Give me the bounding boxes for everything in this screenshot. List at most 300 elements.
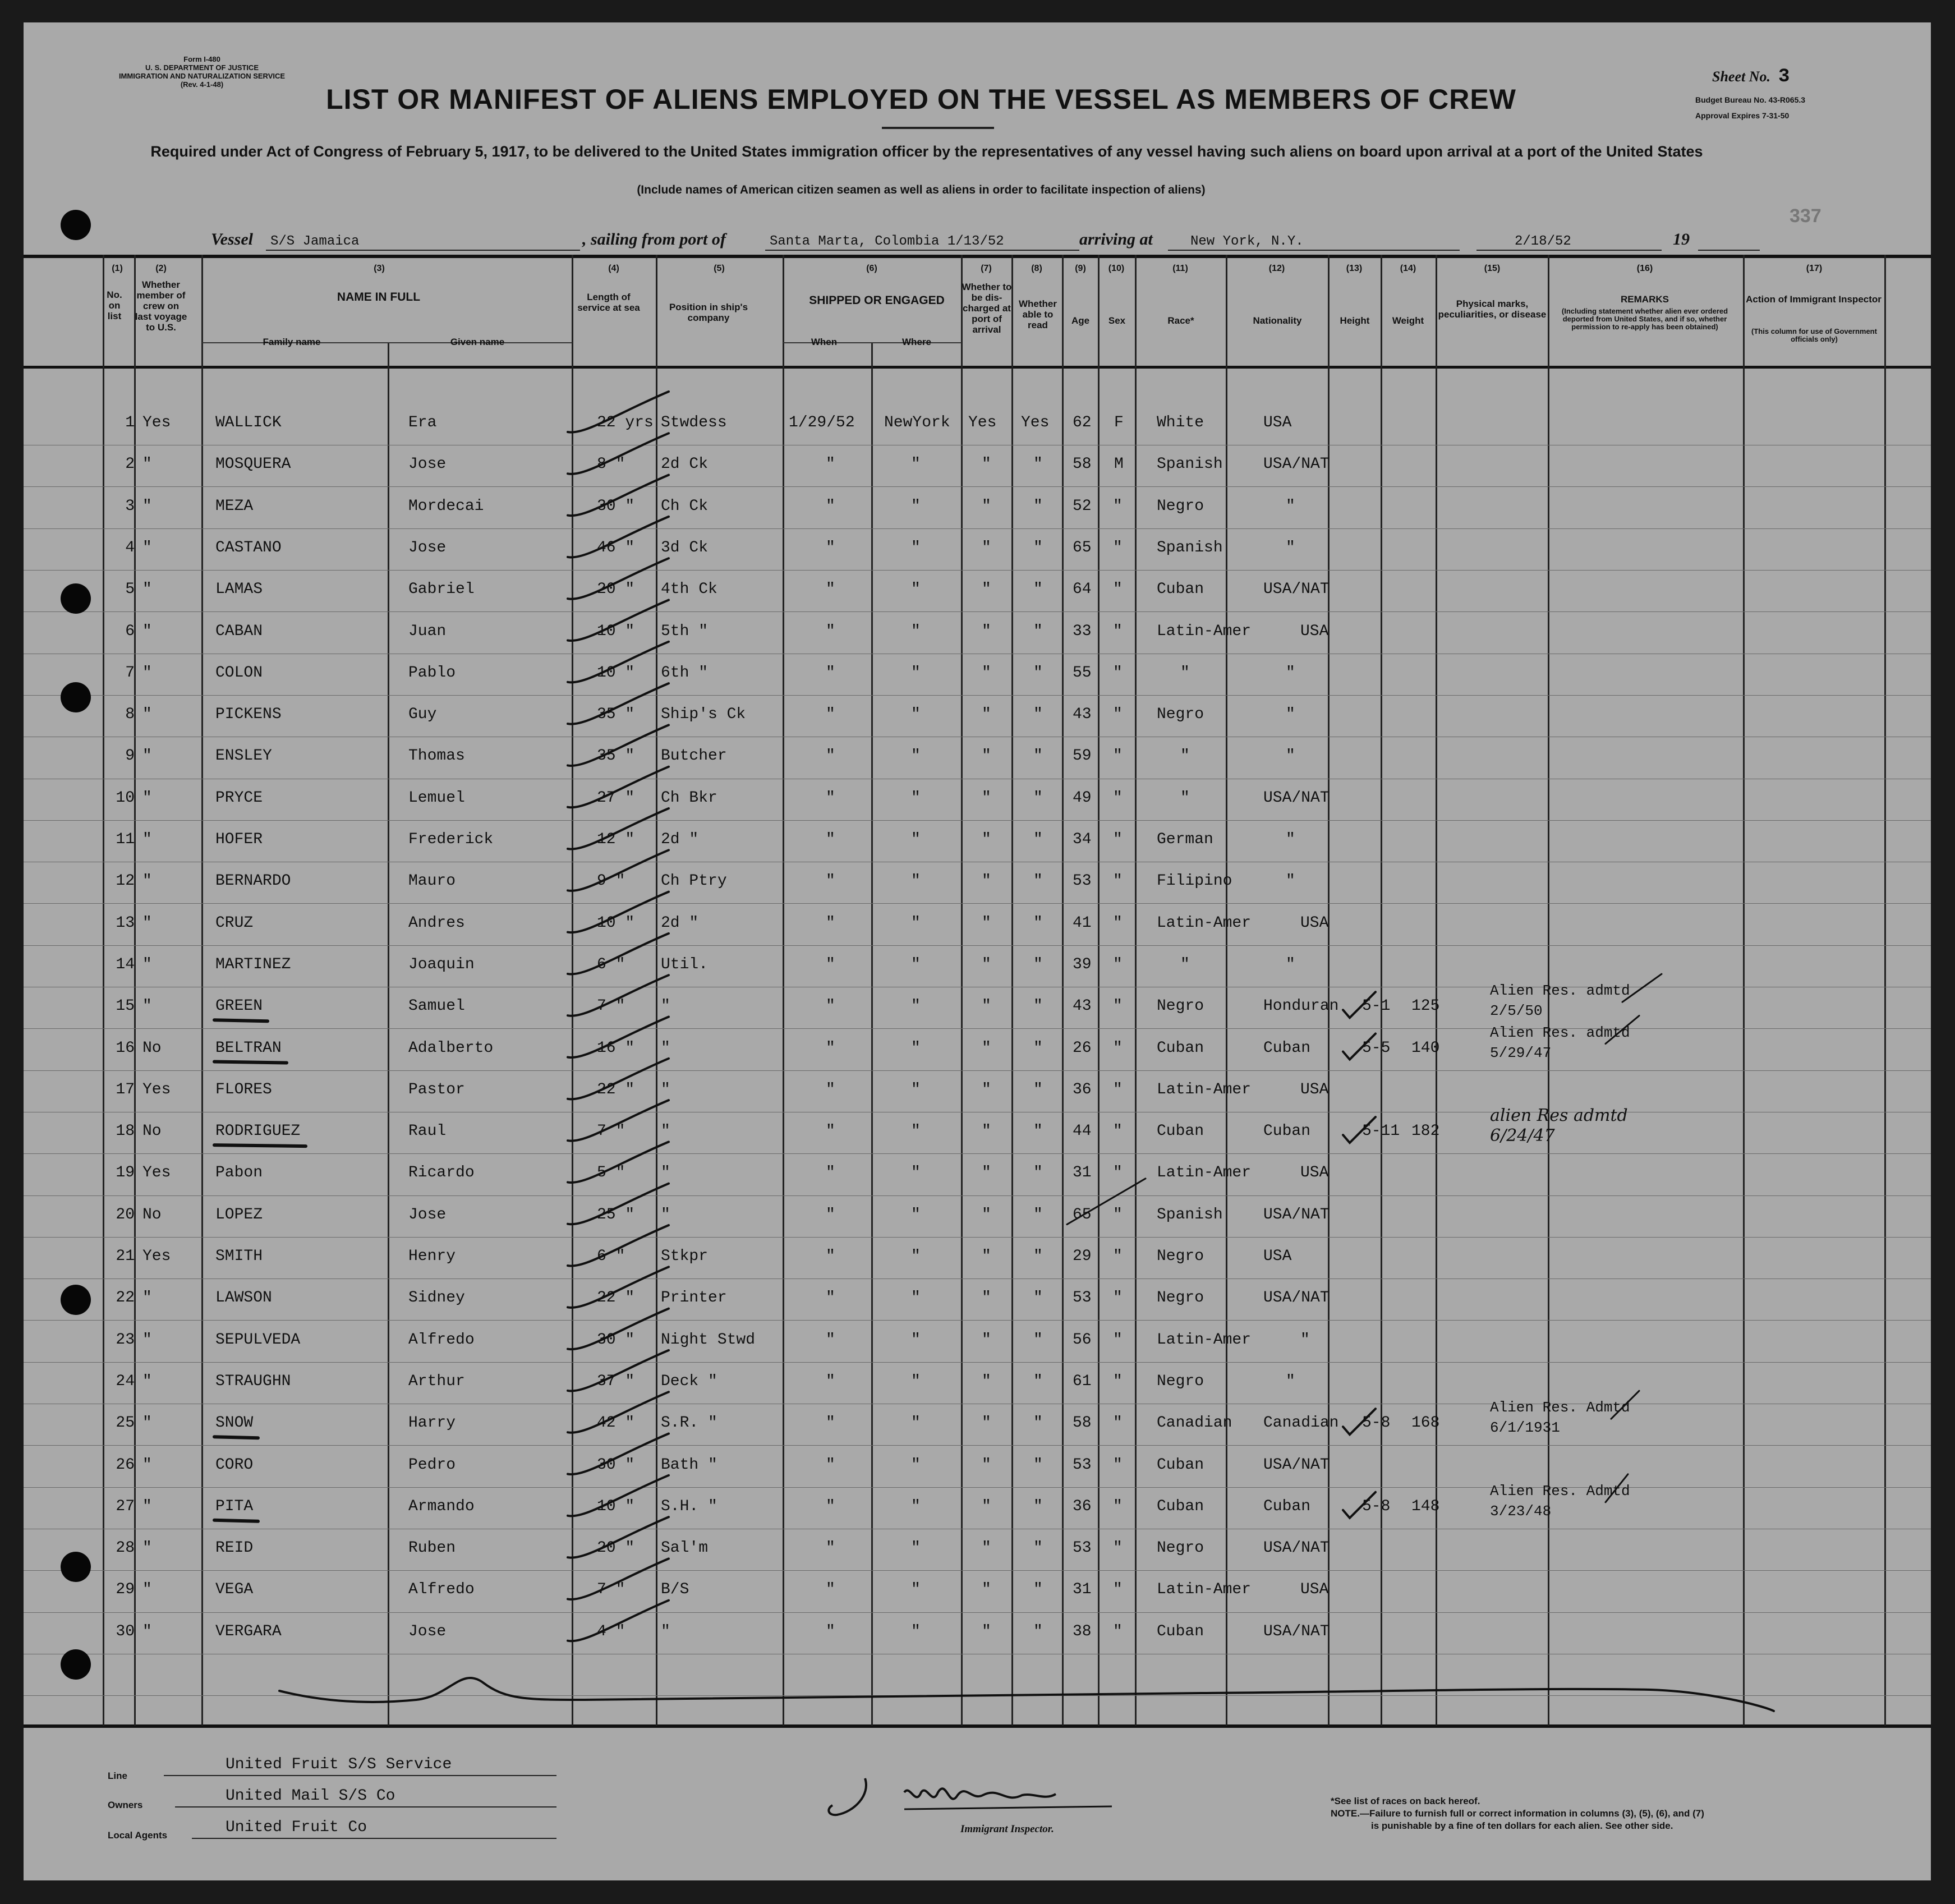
- family-name: LOPEZ: [215, 1206, 263, 1224]
- given-name: Samuel: [408, 997, 465, 1015]
- race: Latin-Amer: [1157, 1164, 1252, 1182]
- shipped-when: ": [826, 1164, 835, 1182]
- discharged-at-port: ": [982, 872, 991, 890]
- column-number: (13): [1346, 264, 1363, 273]
- given-name: Harry: [408, 1414, 456, 1432]
- column-number: (11): [1172, 264, 1188, 273]
- nationality: USA/NAT: [1263, 789, 1330, 807]
- crew-member-status: ": [142, 1331, 152, 1349]
- age: 39: [1073, 955, 1092, 973]
- shipped-when: ": [826, 1206, 835, 1224]
- crew-member-status: ": [142, 1289, 152, 1307]
- discharged-at-port: Yes: [968, 414, 997, 431]
- sheet-value: 3: [1778, 66, 1790, 88]
- crew-member-status: ": [142, 497, 152, 515]
- row-number: 4: [125, 539, 135, 557]
- nationality: Canadian: [1263, 1414, 1339, 1432]
- col-nationality: Nationality: [1253, 315, 1302, 326]
- race: Spanish: [1157, 539, 1223, 557]
- nationality: USA/NAT: [1263, 1289, 1330, 1307]
- col-remarks: REMARKS: [1621, 294, 1669, 305]
- family-name: CORO: [215, 1456, 254, 1474]
- family-name: CRUZ: [215, 914, 254, 932]
- col-name: NAME IN FULL: [337, 291, 421, 303]
- ship-position: Stkpr: [661, 1248, 709, 1265]
- family-name: WALLICK: [215, 414, 282, 431]
- sex: ": [1113, 955, 1123, 973]
- column-number: (15): [1484, 264, 1501, 273]
- nationality: ": [1286, 747, 1295, 765]
- nationality: USA: [1300, 622, 1329, 640]
- service-length: 22 ": [597, 1080, 635, 1098]
- service-check-slash: [568, 1558, 669, 1599]
- crew-member-status: No: [142, 1123, 162, 1140]
- ship-position: Ch Ck: [661, 497, 709, 515]
- crew-member-status: ": [142, 456, 152, 473]
- row-number: 16: [116, 1039, 135, 1057]
- sex: ": [1113, 622, 1123, 640]
- race: White: [1157, 414, 1204, 431]
- able-to-read: ": [1033, 1414, 1043, 1432]
- given-name: Jose: [408, 1206, 447, 1224]
- footnotes: [1331, 1795, 1704, 1832]
- sex: M: [1114, 456, 1124, 473]
- service-length: 25 ": [597, 1206, 635, 1224]
- shipped-where: ": [911, 581, 921, 599]
- col-marks: Physical marks, peculiarities, or disease: [1438, 298, 1547, 320]
- given-name: Ruben: [408, 1539, 456, 1557]
- sex: ": [1113, 1414, 1123, 1432]
- col-no: No. on list: [107, 289, 122, 321]
- remarks: Alien Res. Admtd 3/23/48: [1490, 1482, 1630, 1520]
- col-when: When: [811, 337, 838, 347]
- height-check-icon: [1343, 1409, 1376, 1434]
- remarks-check-stroke: [1606, 1016, 1639, 1044]
- service-length: 7 ": [597, 997, 625, 1015]
- able-to-read: ": [1033, 789, 1043, 807]
- shipped-when: ": [826, 872, 835, 890]
- nationality: ": [1286, 955, 1295, 973]
- weight: 182: [1411, 1123, 1440, 1140]
- given-name: Ricardo: [408, 1164, 475, 1182]
- age: 49: [1073, 789, 1092, 807]
- sex: ": [1113, 497, 1123, 515]
- age: 33: [1073, 622, 1092, 640]
- shipped-where: ": [911, 955, 921, 973]
- race: ": [1180, 955, 1190, 973]
- age: 55: [1073, 664, 1092, 682]
- able-to-read: ": [1033, 872, 1043, 890]
- vessel-name: S/S Jamaica: [270, 234, 360, 249]
- shipped-where: ": [911, 1248, 921, 1265]
- age: 62: [1073, 414, 1092, 431]
- line-label: Line: [108, 1770, 127, 1781]
- discharged-at-port: ": [982, 1497, 991, 1515]
- agents-value: United Fruit Co: [226, 1819, 367, 1836]
- age: 58: [1073, 456, 1092, 473]
- nationality: ": [1286, 1372, 1295, 1390]
- alien-name-underline: [214, 1062, 287, 1063]
- family-name: BERNARDO: [215, 872, 291, 890]
- service-check-slash: [568, 642, 669, 683]
- shipped-when: ": [826, 1622, 835, 1640]
- row-number: 26: [116, 1456, 135, 1474]
- height: 5-1: [1362, 997, 1391, 1015]
- service-check-slash: [568, 1059, 669, 1100]
- column-number: (12): [1268, 264, 1285, 273]
- ship-position: S.H. ": [661, 1497, 717, 1515]
- nationality: ": [1286, 831, 1295, 848]
- height-check-icon: [1343, 1492, 1376, 1518]
- ship-position: 6th ": [661, 664, 709, 682]
- crew-member-status: ": [142, 914, 152, 932]
- shipped-when: ": [826, 1123, 835, 1140]
- column-number: (2): [155, 264, 167, 273]
- remarks-check-stroke: [1611, 1391, 1639, 1419]
- shipped-when: ": [826, 497, 835, 515]
- race: Negro: [1157, 1539, 1204, 1557]
- sex: ": [1113, 997, 1123, 1015]
- discharged-at-port: ": [982, 539, 991, 557]
- given-name: Adalberto: [408, 1039, 494, 1057]
- row-number: 11: [116, 831, 135, 848]
- service-length: 35 ": [597, 706, 635, 724]
- sheet-label: Sheet No.: [1712, 68, 1770, 85]
- age: 52: [1073, 497, 1092, 515]
- nationality: USA: [1300, 1164, 1329, 1182]
- column-number: (16): [1636, 264, 1653, 273]
- row-number: 27: [116, 1497, 135, 1515]
- sex: ": [1113, 1539, 1123, 1557]
- sex: ": [1113, 747, 1123, 765]
- column-number: (5): [714, 264, 725, 273]
- age: 41: [1073, 914, 1092, 932]
- service-length: 30 ": [597, 1331, 635, 1349]
- ship-position: Deck ": [661, 1372, 717, 1390]
- binder-hole: [61, 1649, 91, 1680]
- shipped-when: ": [826, 1039, 835, 1057]
- given-name: Alfredo: [408, 1331, 475, 1349]
- shipped-where: ": [911, 914, 921, 932]
- nationality: USA: [1300, 1581, 1329, 1599]
- nationality: USA: [1263, 414, 1292, 431]
- row-number: 1: [125, 414, 135, 431]
- col-action-sub: (This column for use of Government officials only): [1751, 327, 1877, 343]
- sex: ": [1113, 581, 1123, 599]
- ship-position: Printer: [661, 1289, 727, 1307]
- row-number: 6: [125, 622, 135, 640]
- arrival-date: 2/18/52: [1515, 234, 1571, 249]
- crew-member-status: Yes: [142, 1080, 171, 1098]
- col-discharged: Whether to be dis-charged at port of arrival: [962, 282, 1012, 335]
- height: 5-5: [1362, 1039, 1391, 1057]
- shipped-where: ": [911, 456, 921, 473]
- ship-position: Sal'm: [661, 1539, 709, 1557]
- given-name: Lemuel: [408, 789, 465, 807]
- col-position: Position in ship's company: [669, 302, 748, 323]
- shipped-when: ": [826, 581, 835, 599]
- remarks: Alien Res. Admtd 6/1/1931: [1490, 1399, 1630, 1437]
- discharged-at-port: ": [982, 1622, 991, 1640]
- race: Latin-Amer: [1157, 1331, 1252, 1349]
- shipped-when: ": [826, 914, 835, 932]
- shipped-when: ": [826, 1289, 835, 1307]
- race: ": [1180, 789, 1190, 807]
- line-value: United Fruit S/S Service: [226, 1756, 452, 1773]
- form-dept: U. S. DEPARTMENT OF JUSTICE: [145, 63, 259, 72]
- given-name: Pablo: [408, 664, 456, 682]
- line-underline: [164, 1775, 556, 1776]
- shipped-where: ": [911, 1497, 921, 1515]
- race: Spanish: [1157, 456, 1223, 473]
- service-length: 4 ": [597, 1622, 625, 1640]
- given-name: Pedro: [408, 1456, 456, 1474]
- service-length: 12 ": [597, 831, 635, 848]
- family-name: SEPULVEDA: [215, 1331, 301, 1349]
- form-rev: (Rev. 4-1-48): [180, 80, 224, 89]
- nationality: USA/NAT: [1263, 1456, 1330, 1474]
- service-check-slash: [568, 1350, 669, 1391]
- service-check-slash: [568, 392, 669, 433]
- family-name: ENSLEY: [215, 747, 272, 765]
- crew-member-status: ": [142, 1414, 152, 1432]
- shipped-when: ": [826, 1372, 835, 1390]
- service-length: 10 ": [597, 622, 635, 640]
- age: 26: [1073, 1039, 1092, 1057]
- family-name: LAWSON: [215, 1289, 272, 1307]
- age: 38: [1073, 1622, 1092, 1640]
- given-name: Raul: [408, 1123, 447, 1140]
- service-check-slash: [568, 892, 669, 933]
- shipped-when: ": [826, 1497, 835, 1515]
- able-to-read: ": [1033, 914, 1043, 932]
- race: Negro: [1157, 997, 1204, 1015]
- shipped-where: ": [911, 1414, 921, 1432]
- discharged-at-port: ": [982, 456, 991, 473]
- height: 5-8: [1362, 1414, 1391, 1432]
- given-name: Armando: [408, 1497, 475, 1515]
- shipped-where: ": [911, 747, 921, 765]
- service-length: 35 ": [597, 747, 635, 765]
- discharged-at-port: ": [982, 747, 991, 765]
- able-to-read: ": [1033, 1206, 1043, 1224]
- race: Cuban: [1157, 1039, 1204, 1057]
- remarks: Alien Res. admtd 5/29/47: [1490, 1024, 1630, 1061]
- service-length: 8 ": [597, 456, 625, 473]
- able-to-read: ": [1033, 581, 1043, 599]
- service-length: 27 ": [597, 789, 635, 807]
- column-number: (17): [1806, 264, 1823, 273]
- shipped-when: ": [826, 831, 835, 848]
- service-check-slash: [568, 1392, 669, 1433]
- service-length: 7 ": [597, 1123, 625, 1140]
- age: 29: [1073, 1248, 1092, 1265]
- footnote-note: NOTE.—Failure to furnish full or correct information in columns (3), (5), (6), and (7): [1331, 1808, 1704, 1819]
- weight: 168: [1411, 1414, 1440, 1432]
- nationality: USA: [1300, 914, 1329, 932]
- able-to-read: ": [1033, 1080, 1043, 1098]
- crew-member-status: ": [142, 831, 152, 848]
- column-number: (7): [981, 264, 992, 273]
- form-service: IMMIGRATION AND NATURALIZATION SERVICE: [118, 72, 286, 80]
- able-to-read: ": [1033, 539, 1043, 557]
- footnote-fine: is punishable by a fine of ten dollars for each alien. See other side.: [1371, 1820, 1673, 1831]
- end-of-list-line: [279, 1678, 1774, 1711]
- crew-member-status: ": [142, 997, 152, 1015]
- race: Cuban: [1157, 581, 1204, 599]
- shipped-where: ": [911, 831, 921, 848]
- row-number: 25: [116, 1414, 135, 1432]
- col-height: Height: [1340, 315, 1370, 326]
- given-name: Pastor: [408, 1080, 465, 1098]
- service-length: 6 ": [597, 955, 625, 973]
- race: ": [1180, 747, 1190, 765]
- sex: ": [1113, 539, 1123, 557]
- sex: ": [1113, 1581, 1123, 1599]
- able-to-read: Yes: [1021, 414, 1050, 431]
- able-to-read: ": [1033, 1039, 1043, 1057]
- sex: ": [1113, 872, 1123, 890]
- shipped-where: ": [911, 1080, 921, 1098]
- discharged-at-port: ": [982, 1581, 991, 1599]
- service-check-slash: [568, 600, 669, 641]
- column-number: (8): [1031, 264, 1042, 273]
- shipped-where: ": [911, 1206, 921, 1224]
- shipped-when: ": [826, 955, 835, 973]
- weight: 140: [1411, 1039, 1440, 1057]
- able-to-read: ": [1033, 622, 1043, 640]
- nationality: USA/NAT: [1263, 456, 1330, 473]
- shipped-where: ": [911, 1581, 921, 1599]
- family-name: VERGARA: [215, 1622, 282, 1640]
- shipped-where: ": [911, 1039, 921, 1057]
- service-check-slash: [568, 475, 669, 516]
- age: 34: [1073, 831, 1092, 848]
- able-to-read: ": [1033, 664, 1043, 682]
- service-check-slash: [568, 1601, 669, 1641]
- ship-position: Night Stwd: [661, 1331, 756, 1349]
- family-name: GREEN: [215, 997, 263, 1015]
- sex: ": [1113, 1456, 1123, 1474]
- sex: ": [1113, 706, 1123, 724]
- ship-position: Butcher: [661, 747, 727, 765]
- arriving-value: New York, N.Y.: [1190, 234, 1304, 249]
- footnote-races: *See list of races on back hereof.: [1331, 1796, 1480, 1806]
- sex: ": [1113, 1039, 1123, 1057]
- shipped-where: ": [911, 1289, 921, 1307]
- binder-hole: [61, 682, 91, 712]
- given-name: Era: [408, 414, 437, 431]
- race: Negro: [1157, 1372, 1204, 1390]
- ship-position: Bath ": [661, 1456, 717, 1474]
- service-length: 16 ": [597, 1039, 635, 1057]
- shipped-when: ": [826, 789, 835, 807]
- service-length: 22 ": [597, 1289, 635, 1307]
- service-check-slash: [568, 1475, 669, 1516]
- shipped-when: ": [826, 1414, 835, 1432]
- shipped-when: ": [826, 1456, 835, 1474]
- able-to-read: ": [1033, 1622, 1043, 1640]
- age: 56: [1073, 1331, 1092, 1349]
- family-name: CASTANO: [215, 539, 282, 557]
- ship-position: ": [661, 1206, 670, 1224]
- ship-position: Ship's Ck: [661, 706, 746, 724]
- crew-member-status: Yes: [142, 414, 171, 431]
- row-number: 14: [116, 955, 135, 973]
- crew-member-status: ": [142, 955, 152, 973]
- col-read: Whether able to read: [1019, 298, 1057, 330]
- alien-name-underline: [214, 1520, 258, 1521]
- ship-position: 5th ": [661, 622, 709, 640]
- crew-member-status: ": [142, 706, 152, 724]
- able-to-read: ": [1033, 1581, 1043, 1599]
- given-name: Joaquin: [408, 955, 475, 973]
- service-check-slash: [568, 558, 669, 599]
- col-weight: Weight: [1392, 315, 1424, 326]
- nationality: ": [1286, 706, 1295, 724]
- sex: ": [1113, 1248, 1123, 1265]
- shipped-where: ": [911, 1539, 921, 1557]
- given-name: Henry: [408, 1248, 456, 1265]
- service-length: 10 ": [597, 914, 635, 932]
- remarks: Alien Res. admtd 2/5/50: [1490, 982, 1630, 1020]
- family-name: HOFER: [215, 831, 263, 848]
- age: 53: [1073, 1289, 1092, 1307]
- nationality: ": [1286, 497, 1295, 515]
- given-name: Andres: [408, 914, 465, 932]
- shipped-where: ": [911, 622, 921, 640]
- sex: ": [1113, 664, 1123, 682]
- row-number: 2: [125, 456, 135, 473]
- family-name: Pabon: [215, 1164, 263, 1182]
- service-length: 30 ": [597, 497, 635, 515]
- alien-name-underline: [214, 1145, 306, 1146]
- ship-position: ": [661, 1080, 670, 1098]
- race: Filipino: [1157, 872, 1232, 890]
- ship-position: ": [661, 1039, 670, 1057]
- able-to-read: ": [1033, 1456, 1043, 1474]
- family-name: SNOW: [215, 1414, 254, 1432]
- arriving-label: arriving at: [1079, 230, 1153, 249]
- family-name: PRYCE: [215, 789, 263, 807]
- family-name: REID: [215, 1539, 254, 1557]
- race: Latin-Amer: [1157, 1581, 1252, 1599]
- binder-hole: [61, 583, 91, 614]
- nationality: ": [1286, 539, 1295, 557]
- weight: 148: [1411, 1497, 1440, 1515]
- service-length: 46 ": [597, 539, 635, 557]
- sex: ": [1113, 1289, 1123, 1307]
- given-name: Alfredo: [408, 1581, 475, 1599]
- race: Latin-Amer: [1157, 622, 1252, 640]
- able-to-read: ": [1033, 1248, 1043, 1265]
- agents-underline: [192, 1838, 556, 1839]
- race: Cuban: [1157, 1497, 1204, 1515]
- service-length: 6 ": [597, 1248, 625, 1265]
- ship-position: Util.: [661, 955, 709, 973]
- column-number: (6): [866, 264, 877, 273]
- shipped-when: ": [826, 664, 835, 682]
- age: 61: [1073, 1372, 1092, 1390]
- discharged-at-port: ": [982, 1123, 991, 1140]
- able-to-read: ": [1033, 1539, 1043, 1557]
- height: 5-8: [1362, 1497, 1391, 1515]
- age: 65: [1073, 1206, 1092, 1224]
- ship-position: Ch Bkr: [661, 789, 717, 807]
- owners-label: Owners: [108, 1800, 143, 1810]
- able-to-read: ": [1033, 1497, 1043, 1515]
- age: 31: [1073, 1164, 1092, 1182]
